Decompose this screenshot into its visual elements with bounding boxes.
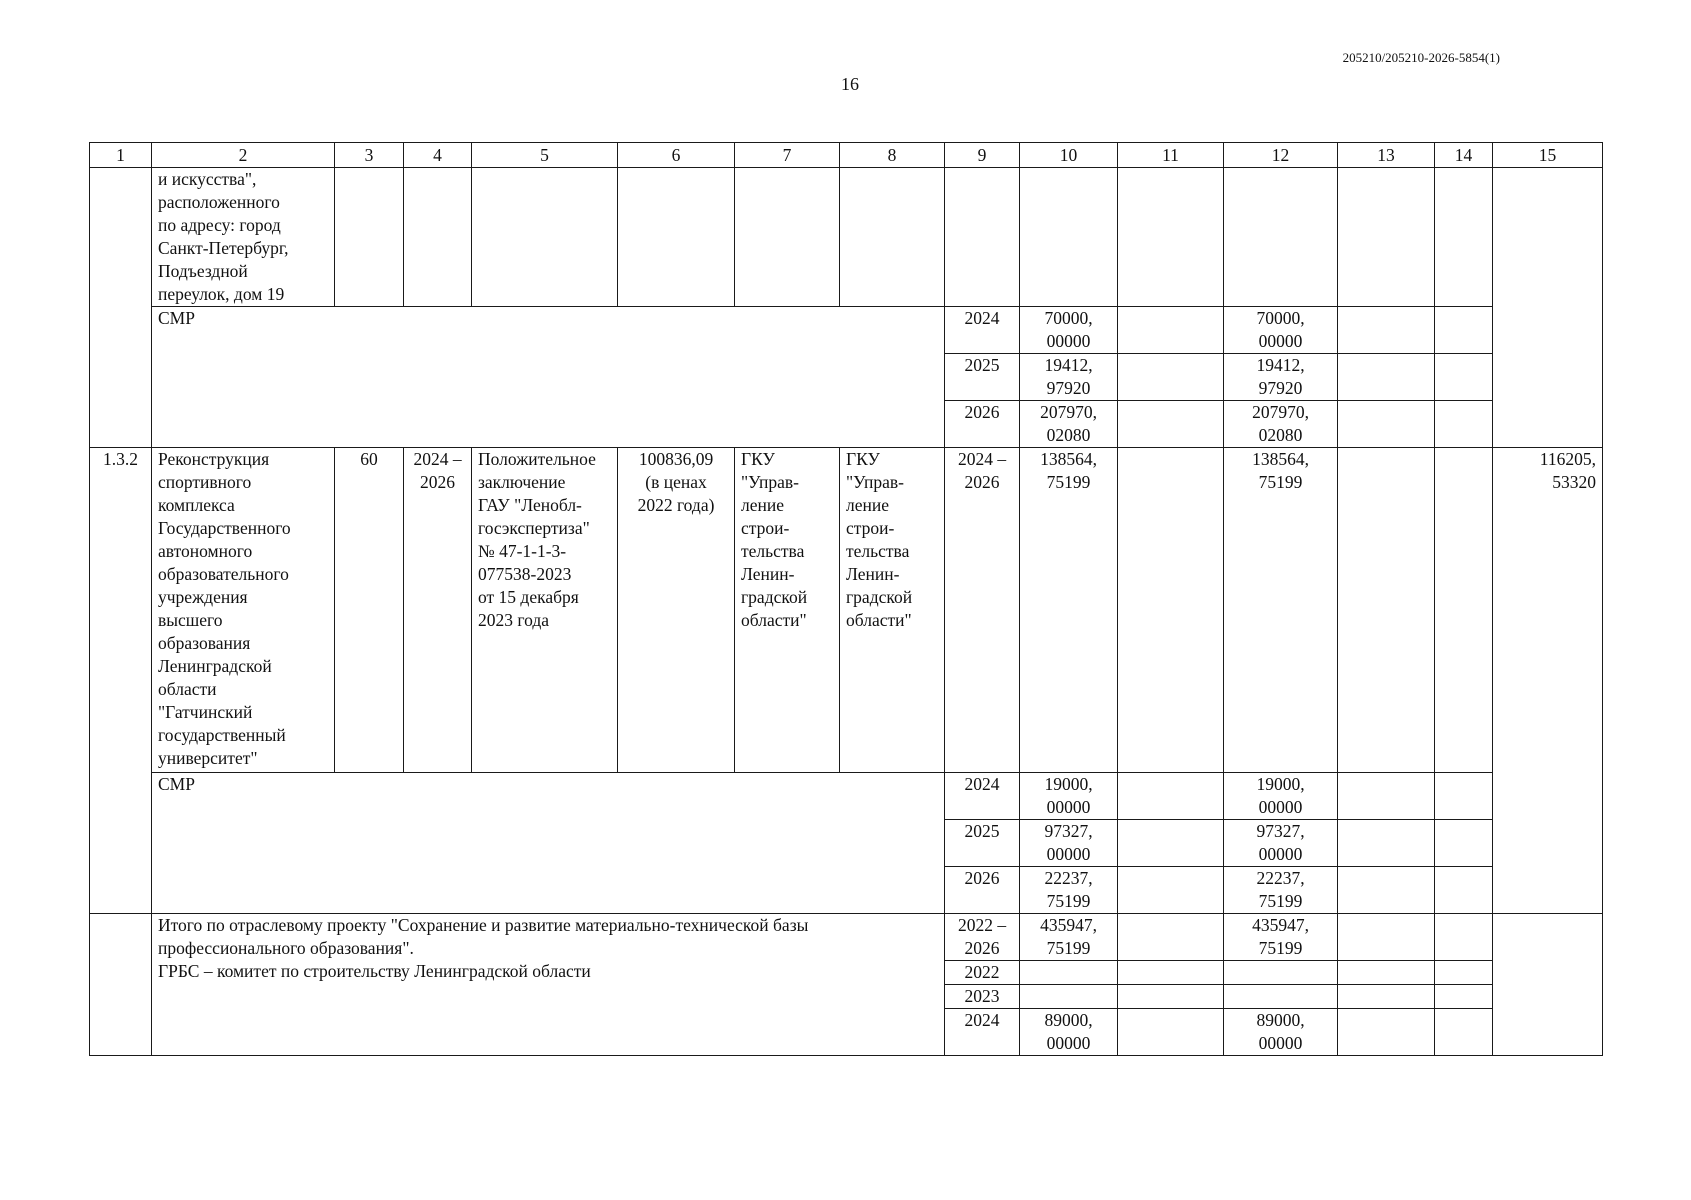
empty-cell: [1338, 448, 1435, 773]
cell-line: 19412,: [1256, 355, 1305, 375]
column-header: 8: [840, 143, 945, 168]
cell-line: области": [741, 610, 807, 630]
empty-cell: [1435, 961, 1493, 985]
cell-line: тельства: [741, 541, 805, 561]
amount-cell: [1224, 401, 1338, 448]
empty-cell: [1435, 307, 1493, 354]
year-cell: 2024: [945, 773, 1020, 820]
empty-cell: [1435, 448, 1493, 773]
empty-cell: [1118, 961, 1224, 985]
table-row: [90, 168, 1603, 307]
cell-line: 2024 –: [957, 449, 1007, 469]
cell-line: 2024 –: [413, 449, 462, 469]
year-cell: 2026: [945, 867, 1020, 914]
period-cell: [404, 448, 472, 773]
empty-cell: [335, 168, 404, 307]
empty-cell: [1435, 1009, 1493, 1056]
amount-cell: [1020, 867, 1118, 914]
cell-line: "Управ-: [846, 472, 904, 492]
cell-line: (в ценах: [645, 472, 707, 492]
amount-cell: [1020, 448, 1118, 773]
amount-cell: [1224, 448, 1338, 773]
developer-cell: [840, 448, 945, 773]
cell-line: строи-: [846, 518, 895, 538]
cell-line: 19000,: [1256, 774, 1305, 794]
empty-cell: [1338, 401, 1435, 448]
empty-cell: [1118, 168, 1224, 307]
column-number-row: [90, 143, 1603, 168]
cell-line: государственный: [158, 725, 286, 745]
column-header: 1: [90, 143, 152, 168]
amount-cell: [1020, 820, 1118, 867]
empty-cell: [1435, 354, 1493, 401]
amount-cell: [1224, 867, 1338, 914]
cell-line: Положительное: [478, 449, 596, 469]
cell-line: расположенного: [158, 192, 280, 212]
amount-cell: [1020, 773, 1118, 820]
cell-line: 2026: [420, 472, 455, 492]
amount-cell: [1224, 307, 1338, 354]
table-row: [90, 773, 1603, 820]
empty-cell: [1020, 985, 1118, 1009]
empty-cell: [1118, 867, 1224, 914]
amount-cell: [1493, 448, 1603, 914]
empty-cell: [1118, 773, 1224, 820]
empty-cell: [1338, 1009, 1435, 1056]
cell-line: 00000: [1046, 331, 1091, 351]
column-header: 2: [152, 143, 335, 168]
smr-label-cell: СМР: [152, 773, 945, 914]
empty-cell: [618, 168, 735, 307]
year-cell: [945, 914, 1020, 961]
year-cell: 2025: [945, 354, 1020, 401]
cell-line: ление: [741, 495, 784, 515]
cell-line: 97920: [1258, 378, 1303, 398]
cell-line: Подъездной: [158, 261, 248, 281]
cell-line: 077538-2023: [478, 564, 572, 584]
cell-line: строи-: [741, 518, 790, 538]
empty-cell: [1493, 914, 1603, 1056]
cell-line: 75199: [1046, 938, 1091, 958]
empty-cell: [1338, 914, 1435, 961]
column-header: 6: [618, 143, 735, 168]
cell-line: № 47-1-1-3-: [478, 541, 567, 561]
cell-line: 53320: [1552, 472, 1596, 492]
cell-line: университет": [158, 748, 258, 768]
empty-cell: [735, 168, 840, 307]
cell-line: 116205,: [1539, 449, 1596, 469]
cell-line: 2022 года): [637, 495, 715, 515]
cell-line: тельства: [846, 541, 910, 561]
cell-line: ГКУ: [741, 449, 775, 469]
amount-cell: [1224, 820, 1338, 867]
cell-line: 00000: [1046, 797, 1091, 817]
cell-line: образования: [158, 633, 251, 653]
cell-line: Ленинградской: [158, 656, 272, 676]
empty-cell: [472, 168, 618, 307]
cell-line: 2022 –: [957, 915, 1007, 935]
empty-cell: [1435, 914, 1493, 961]
column-header: 11: [1118, 143, 1224, 168]
empty-cell: [1020, 961, 1118, 985]
cell-line: 75199: [1258, 891, 1303, 911]
amount-cell: [1224, 773, 1338, 820]
cell-line: 70000,: [1044, 308, 1093, 328]
cell-line: 00000: [1258, 1033, 1303, 1053]
cell-line: 97327,: [1256, 821, 1305, 841]
cell-line: спортивного: [158, 472, 252, 492]
empty-cell: [1224, 168, 1338, 307]
capacity-cell: 60: [335, 448, 404, 773]
cell-line: 75199: [1258, 938, 1303, 958]
empty-cell: [1224, 961, 1338, 985]
document-id: 205210/205210-2026-5854(1): [1342, 50, 1500, 65]
customer-cell: [735, 448, 840, 773]
cell-line: градской: [741, 587, 808, 607]
column-header: 9: [945, 143, 1020, 168]
budget-table: [89, 142, 1603, 1056]
cell-line: 75199: [1046, 891, 1091, 911]
estimated-cost-cell: [618, 448, 735, 773]
amount-cell: [1224, 914, 1338, 961]
empty-cell: [404, 168, 472, 307]
column-header: 12: [1224, 143, 1338, 168]
empty-cell: [1338, 307, 1435, 354]
cell-line: учреждения: [158, 587, 248, 607]
row-number-cell: 1.3.2: [90, 448, 152, 914]
row-number-cell: [90, 914, 152, 1056]
total-text-line: профессионального образования".: [158, 938, 414, 958]
empty-cell: [1118, 354, 1224, 401]
total-label-cell: [152, 914, 945, 1056]
cell-line: "Гатчинский: [158, 702, 253, 722]
cell-line: 75199: [1258, 472, 1303, 492]
cell-line: 2026: [964, 472, 1000, 492]
cell-line: области": [846, 610, 912, 630]
empty-cell: [1118, 985, 1224, 1009]
cell-line: Ленин-: [741, 564, 795, 584]
cell-line: 138564,: [1252, 449, 1309, 469]
amount-cell: [1020, 401, 1118, 448]
cell-line: Санкт-Петербург,: [158, 238, 289, 258]
year-cell: 2025: [945, 820, 1020, 867]
cell-line: Реконструкция: [158, 449, 270, 469]
cell-line: 02080: [1258, 425, 1303, 445]
object-name-cell: [152, 448, 335, 773]
table-row: [90, 307, 1603, 354]
empty-cell: [840, 168, 945, 307]
cell-line: 22237,: [1044, 868, 1093, 888]
cell-line: 2023 года: [478, 610, 550, 630]
empty-cell: [1435, 867, 1493, 914]
empty-cell: [945, 168, 1020, 307]
total-text-line: Итого по отраслевому проекту "Сохранение и развитие материально-технической базы: [158, 915, 809, 935]
empty-cell: [1435, 773, 1493, 820]
cell-line: Государственного: [158, 518, 291, 538]
column-header: 10: [1020, 143, 1118, 168]
total-text-line: ГРБС – комитет по строительству Ленинградской области: [158, 961, 591, 981]
cell-line: 19412,: [1044, 355, 1093, 375]
smr-label-cell: СМР: [152, 307, 945, 448]
cell-line: ление: [846, 495, 889, 515]
table-row: [90, 448, 1603, 773]
cell-line: 435947,: [1040, 915, 1097, 935]
column-header: 14: [1435, 143, 1493, 168]
empty-cell: [1118, 307, 1224, 354]
column-header: 13: [1338, 143, 1435, 168]
amount-cell: [1020, 354, 1118, 401]
cell-line: 97920: [1046, 378, 1091, 398]
cell-line: Ленин-: [846, 564, 900, 584]
empty-cell: [1338, 168, 1435, 307]
amount-cell: [1020, 914, 1118, 961]
cell-line: госэкспертиза": [478, 518, 590, 538]
empty-cell: [1118, 914, 1224, 961]
year-cell: 2024: [945, 307, 1020, 354]
cell-line: 00000: [1258, 844, 1303, 864]
cell-line: градской: [846, 587, 913, 607]
amount-cell: [1224, 354, 1338, 401]
cell-line: 207970,: [1252, 402, 1309, 422]
expertise-cell: [472, 448, 618, 773]
column-header: 4: [404, 143, 472, 168]
empty-cell: [1338, 867, 1435, 914]
cell-line: 100836,09: [638, 449, 714, 469]
object-name-cell: [152, 168, 335, 307]
empty-cell: [1435, 401, 1493, 448]
empty-cell: [1435, 985, 1493, 1009]
year-cell: 2023: [945, 985, 1020, 1009]
row-number-cell: [90, 168, 152, 448]
empty-cell: [1435, 168, 1493, 307]
year-cell: 2024: [945, 1009, 1020, 1056]
cell-line: 89000,: [1256, 1010, 1305, 1030]
cell-line: области: [158, 679, 217, 699]
cell-line: от 15 декабря: [478, 587, 579, 607]
cell-line: 00000: [1258, 331, 1303, 351]
cell-line: 22237,: [1256, 868, 1305, 888]
cell-line: комплекса: [158, 495, 235, 515]
cell-line: высшего: [158, 610, 223, 630]
year-cell: 2022: [945, 961, 1020, 985]
cell-line: 02080: [1046, 425, 1091, 445]
cell-line: автономного: [158, 541, 253, 561]
cell-line: и искусства",: [158, 169, 257, 189]
year-cell: 2026: [945, 401, 1020, 448]
cell-line: ГКУ: [846, 449, 880, 469]
cell-line: 75199: [1046, 472, 1091, 492]
cell-line: переулок, дом 19: [158, 284, 285, 304]
amount-cell: [1020, 307, 1118, 354]
empty-cell: [1224, 985, 1338, 1009]
cell-line: "Управ-: [741, 472, 799, 492]
empty-cell: [1338, 354, 1435, 401]
cell-line: 70000,: [1256, 308, 1305, 328]
empty-cell: [1118, 401, 1224, 448]
empty-cell: [1493, 168, 1603, 448]
empty-cell: [1338, 985, 1435, 1009]
cell-line: 00000: [1258, 797, 1303, 817]
empty-cell: [1338, 773, 1435, 820]
column-header: 3: [335, 143, 404, 168]
year-cell: [945, 448, 1020, 773]
empty-cell: [1338, 961, 1435, 985]
empty-cell: [1435, 820, 1493, 867]
amount-cell: [1224, 1009, 1338, 1056]
cell-line: 97327,: [1044, 821, 1093, 841]
cell-line: образовательного: [158, 564, 289, 584]
cell-line: по адресу: город: [158, 215, 281, 235]
column-header: 15: [1493, 143, 1603, 168]
amount-cell: [1020, 1009, 1118, 1056]
empty-cell: [1118, 820, 1224, 867]
cell-line: 00000: [1046, 844, 1091, 864]
cell-line: 19000,: [1044, 774, 1093, 794]
page-number: 16: [841, 74, 859, 94]
cell-line: 2026: [964, 938, 1000, 958]
empty-cell: [1338, 820, 1435, 867]
empty-cell: [1118, 1009, 1224, 1056]
total-row: [90, 914, 1603, 961]
cell-line: 138564,: [1040, 449, 1097, 469]
column-header: 7: [735, 143, 840, 168]
cell-line: 89000,: [1044, 1010, 1093, 1030]
empty-cell: [1020, 168, 1118, 307]
cell-line: 435947,: [1252, 915, 1309, 935]
cell-line: заключение: [478, 472, 566, 492]
column-header: 5: [472, 143, 618, 168]
cell-line: ГАУ "Ленобл-: [478, 495, 582, 515]
empty-cell: [1118, 448, 1224, 773]
cell-line: 207970,: [1040, 402, 1097, 422]
cell-line: 00000: [1046, 1033, 1091, 1053]
